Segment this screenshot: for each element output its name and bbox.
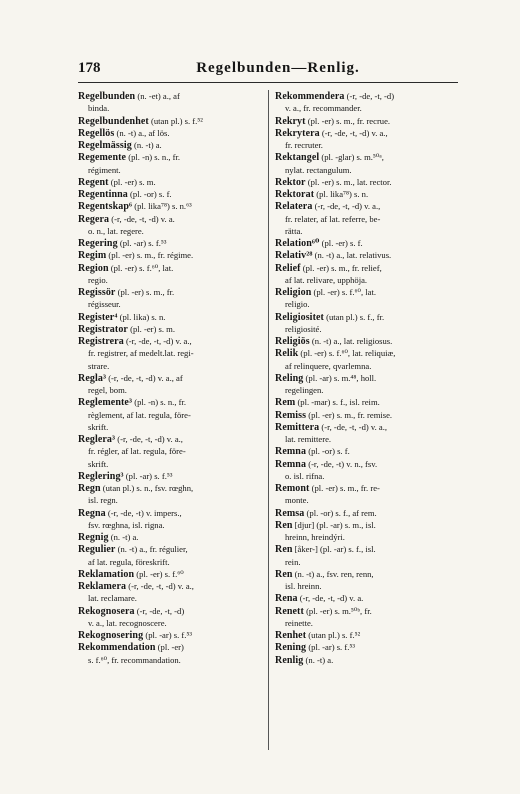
entry-line bbox=[78, 580, 262, 592]
entry-line bbox=[78, 127, 262, 139]
entry-line bbox=[78, 629, 262, 641]
entry-line bbox=[78, 176, 262, 188]
entry-text: (n. -t) a., fr. régulier, bbox=[115, 544, 188, 555]
entry-text: (-r, -de, -t, -d) v. a. bbox=[109, 213, 175, 224]
entry-continuation-line bbox=[78, 556, 262, 568]
entry-line bbox=[275, 445, 458, 457]
entry-text: (pl. -n) s. n., fr. bbox=[132, 397, 187, 408]
entry-line bbox=[78, 433, 262, 445]
entry-line bbox=[78, 531, 262, 543]
entry-line bbox=[78, 543, 262, 555]
entry-line bbox=[78, 262, 262, 274]
entry-continuation-line bbox=[78, 360, 262, 372]
headword: Relation⁶⁰ bbox=[275, 238, 320, 249]
entry-text: rätta. bbox=[285, 225, 303, 236]
entry-line bbox=[275, 605, 458, 617]
entry-text: régisseur. bbox=[88, 299, 121, 310]
right-column bbox=[268, 90, 458, 750]
entry-text: regio. bbox=[88, 274, 108, 285]
headword: Regera bbox=[78, 213, 110, 225]
entry-line bbox=[275, 409, 458, 421]
entry-text: v. a., lat. recognoscere. bbox=[88, 617, 167, 628]
entry-text: (-r, -de, -t, -d) bbox=[344, 91, 395, 101]
entry-text: (n. -et) a., af bbox=[135, 91, 180, 101]
entry-text: (n. -t) a. bbox=[303, 654, 334, 665]
headword: Registrera bbox=[78, 336, 124, 347]
entry-text: af lat. regula, föreskrift. bbox=[88, 556, 170, 567]
entry-text: strare. bbox=[88, 360, 110, 371]
entry-line bbox=[275, 519, 458, 531]
headword: Regemente bbox=[78, 152, 127, 164]
entry-text: fsv. rœghna, isl. rigna. bbox=[88, 519, 165, 530]
entry-line bbox=[275, 641, 458, 653]
entry-continuation-line bbox=[275, 556, 458, 568]
headword: Regnig bbox=[78, 532, 109, 543]
entry-text: (pl. -er) s. m., lat. rector. bbox=[305, 176, 392, 187]
entry-text: (-r, -de, -t, -d) v. a., bbox=[319, 421, 388, 432]
entry-text: (utan pl.) s. f.⁵² bbox=[148, 115, 203, 126]
entry-line bbox=[275, 200, 458, 212]
headword: Regna bbox=[78, 507, 106, 519]
headword: Remont bbox=[275, 483, 310, 494]
entry-text: religiosité. bbox=[285, 323, 322, 334]
headword: Rekognosering bbox=[78, 630, 144, 641]
entry-line bbox=[275, 347, 458, 359]
entry-text: rein. bbox=[285, 556, 301, 567]
entry-text: (pl. -ar) s. f.⁵³ bbox=[306, 642, 355, 653]
entry-text: hreinn, hreindýri. bbox=[285, 532, 345, 542]
entry-continuation-line bbox=[78, 102, 262, 114]
headword: Ren bbox=[275, 544, 293, 556]
headword: Ren bbox=[275, 568, 293, 580]
headword: Reklamation bbox=[78, 568, 135, 580]
headword: Religiositet bbox=[275, 311, 324, 323]
entry-continuation-line bbox=[275, 213, 458, 225]
entry-text: (pl. -er) s. f.⁶⁰, lat. reliquiæ, bbox=[298, 348, 396, 359]
headword: Religion bbox=[275, 287, 312, 298]
entry-text: règlement, af lat. regula, före- bbox=[88, 409, 191, 420]
headword: Regn bbox=[78, 483, 101, 494]
entry-continuation-line bbox=[78, 298, 262, 310]
headword: Rekommendera bbox=[275, 91, 345, 102]
entry-text: monte. bbox=[285, 495, 309, 506]
entry-line bbox=[275, 262, 458, 274]
headword: Remna bbox=[275, 458, 307, 470]
entry-line bbox=[275, 115, 458, 127]
entry-line bbox=[78, 139, 262, 151]
entry-line bbox=[78, 237, 262, 249]
headword: Rektorat bbox=[275, 189, 315, 200]
entry-text: (n. -t) a. bbox=[131, 140, 162, 150]
entry-line bbox=[275, 286, 458, 298]
entry-text: (pl. -er) s. m., fr. recrue. bbox=[305, 115, 391, 126]
entry-line bbox=[275, 176, 458, 188]
entry-text: (pl. lika) s. n. bbox=[117, 311, 166, 322]
entry-text: (-r, -de, -t, -d) v. a., bbox=[123, 336, 192, 346]
entry-text: (pl. -er) s. f.⁶⁰, lat. bbox=[108, 262, 174, 273]
entry-text: religio. bbox=[285, 299, 310, 310]
entry-continuation-line bbox=[275, 274, 458, 286]
entry-continuation-line bbox=[78, 384, 262, 396]
entry-line bbox=[78, 286, 262, 298]
entry-text: fr. recruter. bbox=[285, 140, 323, 150]
entry-text: isl. hreinn. bbox=[285, 581, 322, 591]
headword: Region bbox=[78, 262, 109, 274]
headword: Reling bbox=[275, 372, 304, 384]
entry-text: lat. remittere. bbox=[285, 434, 332, 444]
entry-line bbox=[78, 641, 262, 653]
entry-text: (-r, -de, -t, -d) v. a., bbox=[312, 201, 381, 212]
entry-continuation-line bbox=[78, 494, 262, 506]
headword: Remsa bbox=[275, 507, 305, 519]
entry-line bbox=[78, 372, 262, 384]
entry-continuation-line bbox=[78, 592, 262, 604]
entry-text: (pl. lika⁷⁸) s. n.⁶³ bbox=[132, 201, 192, 212]
entry-line bbox=[78, 115, 262, 127]
running-title: Regelbunden—Renlig. bbox=[196, 60, 360, 76]
headword: Regissör bbox=[78, 287, 116, 298]
entry-line bbox=[275, 543, 458, 555]
headword: Regla³ bbox=[78, 372, 107, 384]
entry-text: nylat. rectangulum. bbox=[285, 164, 352, 175]
headword: Religiös bbox=[275, 336, 310, 347]
entry-continuation-line bbox=[275, 531, 458, 543]
entry-continuation-line bbox=[78, 654, 262, 666]
entry-line bbox=[78, 482, 262, 494]
entry-text: fr. régler, af lat. regula, före- bbox=[88, 446, 186, 457]
entry-text: af relinquere, qvarlemna. bbox=[285, 360, 372, 371]
entry-continuation-line bbox=[275, 164, 458, 176]
entry-line bbox=[78, 213, 262, 225]
entry-line bbox=[78, 335, 262, 347]
entry-text: (-r, -de, -t, -d) v. a., bbox=[115, 434, 183, 444]
headword: Renlig bbox=[275, 654, 304, 666]
entry-text: fr. registrer, af medelt.lat. regi- bbox=[88, 348, 194, 359]
headword: Reglemente³ bbox=[78, 397, 133, 409]
entry-line bbox=[78, 188, 262, 200]
entry-continuation-line bbox=[78, 458, 262, 470]
headword: Regellös bbox=[78, 127, 115, 139]
entry-text: (pl. -er) s. m., fr. bbox=[115, 287, 175, 297]
entry-text: (-r, -de, -t, -d) v. a., af bbox=[106, 372, 183, 383]
entry-continuation-line bbox=[78, 274, 262, 286]
headword: Register⁴ bbox=[78, 311, 118, 323]
entry-text: (n. -t) a., lat. religiosus. bbox=[309, 336, 393, 346]
entry-line bbox=[275, 335, 458, 347]
headword: Ren bbox=[275, 519, 293, 531]
entry-text: (-r, -de, -t) v. n., fsv. bbox=[306, 458, 378, 469]
entry-text: (pl. -or) s. f. bbox=[127, 189, 172, 199]
entry-text: (pl. -er) s. m.⁵⁰ᵇ, fr. bbox=[303, 605, 372, 616]
entry-continuation-line bbox=[275, 139, 458, 151]
entry-continuation-line bbox=[275, 470, 458, 482]
entry-line bbox=[78, 90, 262, 102]
headword: Rekommendation bbox=[78, 642, 156, 654]
headword: Rening bbox=[275, 642, 307, 654]
entry-text: skrift. bbox=[88, 421, 109, 432]
entry-continuation-line bbox=[78, 409, 262, 421]
entry-text: (pl. -glar) s. m.⁵⁰ᵃ, bbox=[319, 152, 384, 163]
headword: Regulier bbox=[78, 544, 116, 556]
entry-line bbox=[275, 396, 458, 408]
headword: Regelmässig bbox=[78, 140, 132, 151]
entry-line bbox=[78, 200, 262, 212]
entry-line bbox=[78, 568, 262, 580]
entry-text: régiment. bbox=[88, 164, 121, 175]
entry-line bbox=[275, 249, 458, 261]
headword: Renett bbox=[275, 605, 304, 617]
headword: Relief bbox=[275, 262, 301, 274]
entry-line bbox=[275, 372, 458, 384]
entry-line bbox=[275, 151, 458, 163]
headword: Regelbundenhet bbox=[78, 115, 149, 127]
entry-line bbox=[78, 323, 262, 335]
entry-continuation-line bbox=[78, 519, 262, 531]
entry-continuation-line bbox=[78, 445, 262, 457]
entry-line bbox=[275, 311, 458, 323]
entry-text: (pl. -or) s. f. bbox=[306, 446, 350, 457]
entry-line bbox=[78, 507, 262, 519]
entry-text: (utan pl.) s. f.⁵² bbox=[306, 630, 361, 640]
headword: Regentinna bbox=[78, 189, 128, 200]
headword: Rekognosera bbox=[78, 605, 135, 617]
entry-text: (pl. -er) s. f. bbox=[319, 238, 363, 248]
entry-text: (pl. -n) s. n., fr. bbox=[126, 152, 181, 163]
entry-text: isl. regn. bbox=[88, 495, 118, 506]
entry-text: o. isl. rifna. bbox=[285, 470, 325, 481]
entry-text: (pl. -ar) s. m.⁴⁸, holl. bbox=[303, 372, 377, 383]
entry-text: s. f.⁶⁰, fr. recommandation. bbox=[88, 654, 181, 665]
entry-continuation-line bbox=[275, 225, 458, 237]
headword: Renhet bbox=[275, 630, 307, 641]
entry-text: af lat. relivare, upphöja. bbox=[285, 274, 368, 285]
headword: Regentskap⁶ bbox=[78, 201, 133, 213]
entry-line bbox=[275, 127, 458, 139]
entry-text: v. a., fr. recommander. bbox=[285, 103, 362, 114]
entry-text: [åker-] (pl. -ar) s. f., isl. bbox=[292, 544, 376, 555]
entry-continuation-line bbox=[78, 617, 262, 629]
entry-text: (pl. -er) s. m. bbox=[108, 176, 156, 187]
headword: Remittera bbox=[275, 421, 320, 433]
entry-text: (pl. -or) s. f., af rem. bbox=[304, 507, 377, 518]
page-header bbox=[78, 60, 458, 83]
entry-line bbox=[78, 605, 262, 617]
entry-line bbox=[78, 396, 262, 408]
entry-text: reinette. bbox=[285, 617, 313, 628]
entry-text: (utan pl.) s. n., fsv. rœghn, bbox=[100, 483, 194, 493]
entry-continuation-line bbox=[275, 360, 458, 372]
page-number: 178 bbox=[78, 60, 101, 76]
headword: Regent bbox=[78, 176, 109, 188]
entry-text: [djur] (pl. -ar) s. m., isl. bbox=[292, 519, 376, 530]
entry-text: skrift. bbox=[88, 458, 109, 469]
entry-text: regelingen. bbox=[285, 385, 324, 395]
entry-text: (pl. -er) s. m., fr. re- bbox=[309, 483, 380, 493]
entry-text: (utan pl.) s. f., fr. bbox=[323, 311, 385, 322]
entry-line bbox=[275, 188, 458, 200]
headword: Rektor bbox=[275, 176, 306, 188]
entry-text: lat. reclamare. bbox=[88, 593, 137, 604]
entry-text: (pl. -er) s. f.⁶⁰ bbox=[134, 568, 184, 579]
entry-text: fr. relater, af lat. referre, be- bbox=[285, 213, 381, 224]
entry-text: (pl. -er) bbox=[155, 642, 184, 653]
headword: Regelbunden bbox=[78, 91, 136, 102]
entry-text: (n. -t) a., lat. relativus. bbox=[312, 250, 392, 261]
entry-line bbox=[275, 90, 458, 102]
entry-text: (pl. -ar) s. f.⁵³ bbox=[117, 238, 167, 248]
entry-continuation-line bbox=[275, 617, 458, 629]
headword: Rekryt bbox=[275, 115, 306, 127]
headword: Reglering³ bbox=[78, 470, 124, 482]
entry-text: (-r, -de, -t) v. impers., bbox=[105, 507, 182, 518]
entry-line bbox=[275, 482, 458, 494]
entry-line bbox=[275, 592, 458, 604]
headword: Rektangel bbox=[275, 152, 320, 164]
headword: Relik bbox=[275, 348, 299, 360]
entry-line bbox=[275, 629, 458, 641]
entry-continuation-line bbox=[275, 433, 458, 445]
entry-text: (-r, -de, -t, -d) v. a., bbox=[126, 581, 194, 591]
headword: Regering bbox=[78, 238, 118, 249]
entry-columns bbox=[78, 90, 458, 750]
entry-line bbox=[78, 470, 262, 482]
entry-continuation-line bbox=[78, 347, 262, 359]
entry-text: (pl. -er) s. m., fr. régime. bbox=[106, 250, 194, 261]
headword: Remna bbox=[275, 446, 307, 458]
entry-continuation-line bbox=[275, 323, 458, 335]
entry-continuation-line bbox=[78, 225, 262, 237]
entry-line bbox=[78, 151, 262, 163]
headword: Reglera³ bbox=[78, 434, 116, 445]
headword: Reklamera bbox=[78, 581, 127, 592]
entry-line bbox=[275, 654, 458, 666]
entry-text: (pl. -ar) s. f.⁵³ bbox=[143, 630, 192, 640]
entry-continuation-line bbox=[275, 298, 458, 310]
entry-text: (pl. -er) s. m. bbox=[127, 323, 175, 334]
entry-text: (pl. -ar) s. f.⁵³ bbox=[123, 470, 173, 481]
headword: Registrator bbox=[78, 323, 128, 335]
entry-text: (pl. -er) s. f.⁶⁰, lat. bbox=[311, 287, 377, 297]
entry-continuation-line bbox=[275, 384, 458, 396]
headword: Relatera bbox=[275, 201, 313, 213]
headword: Regim bbox=[78, 250, 107, 262]
headword: Relativ²⁸ bbox=[275, 250, 313, 262]
entry-text: regel, bom. bbox=[88, 385, 127, 395]
entry-continuation-line bbox=[275, 102, 458, 114]
entry-text: binda. bbox=[88, 103, 110, 114]
entry-text: (pl. -er) s. m., fr. relief, bbox=[300, 262, 382, 273]
headword: Rena bbox=[275, 593, 298, 605]
entry-line bbox=[275, 568, 458, 580]
entry-line bbox=[275, 237, 458, 249]
entry-line bbox=[275, 458, 458, 470]
entry-line bbox=[78, 249, 262, 261]
entry-text: (n. -t) a. bbox=[108, 532, 139, 542]
entry-text: (pl. lika⁷⁸) s. n. bbox=[314, 189, 369, 199]
entry-text: (-r, -de, -t, -d) v. a. bbox=[297, 593, 364, 604]
entry-continuation-line bbox=[78, 164, 262, 176]
entry-line bbox=[275, 421, 458, 433]
entry-text: (pl. -mar) s. f., isl. reim. bbox=[295, 397, 380, 408]
entry-text: (-r, -de, -t, -d) bbox=[134, 605, 185, 616]
headword: Rekrytera bbox=[275, 127, 320, 139]
left-column bbox=[78, 90, 268, 750]
entry-text: (n. -t) a., af lös. bbox=[114, 127, 170, 138]
entry-text: (n. -t) a., fsv. ren, renn, bbox=[292, 568, 374, 579]
entry-text: o. n., lat. regere. bbox=[88, 225, 144, 236]
entry-continuation-line bbox=[78, 421, 262, 433]
entry-continuation-line bbox=[275, 494, 458, 506]
headword: Rem bbox=[275, 397, 296, 409]
entry-line bbox=[275, 507, 458, 519]
entry-text: (-r, -de, -t, -d) v. a., bbox=[319, 127, 388, 138]
entry-continuation-line bbox=[275, 580, 458, 592]
entry-line bbox=[78, 311, 262, 323]
headword: Remiss bbox=[275, 409, 307, 421]
entry-text: (pl. -er) s. m., fr. remise. bbox=[306, 409, 393, 420]
